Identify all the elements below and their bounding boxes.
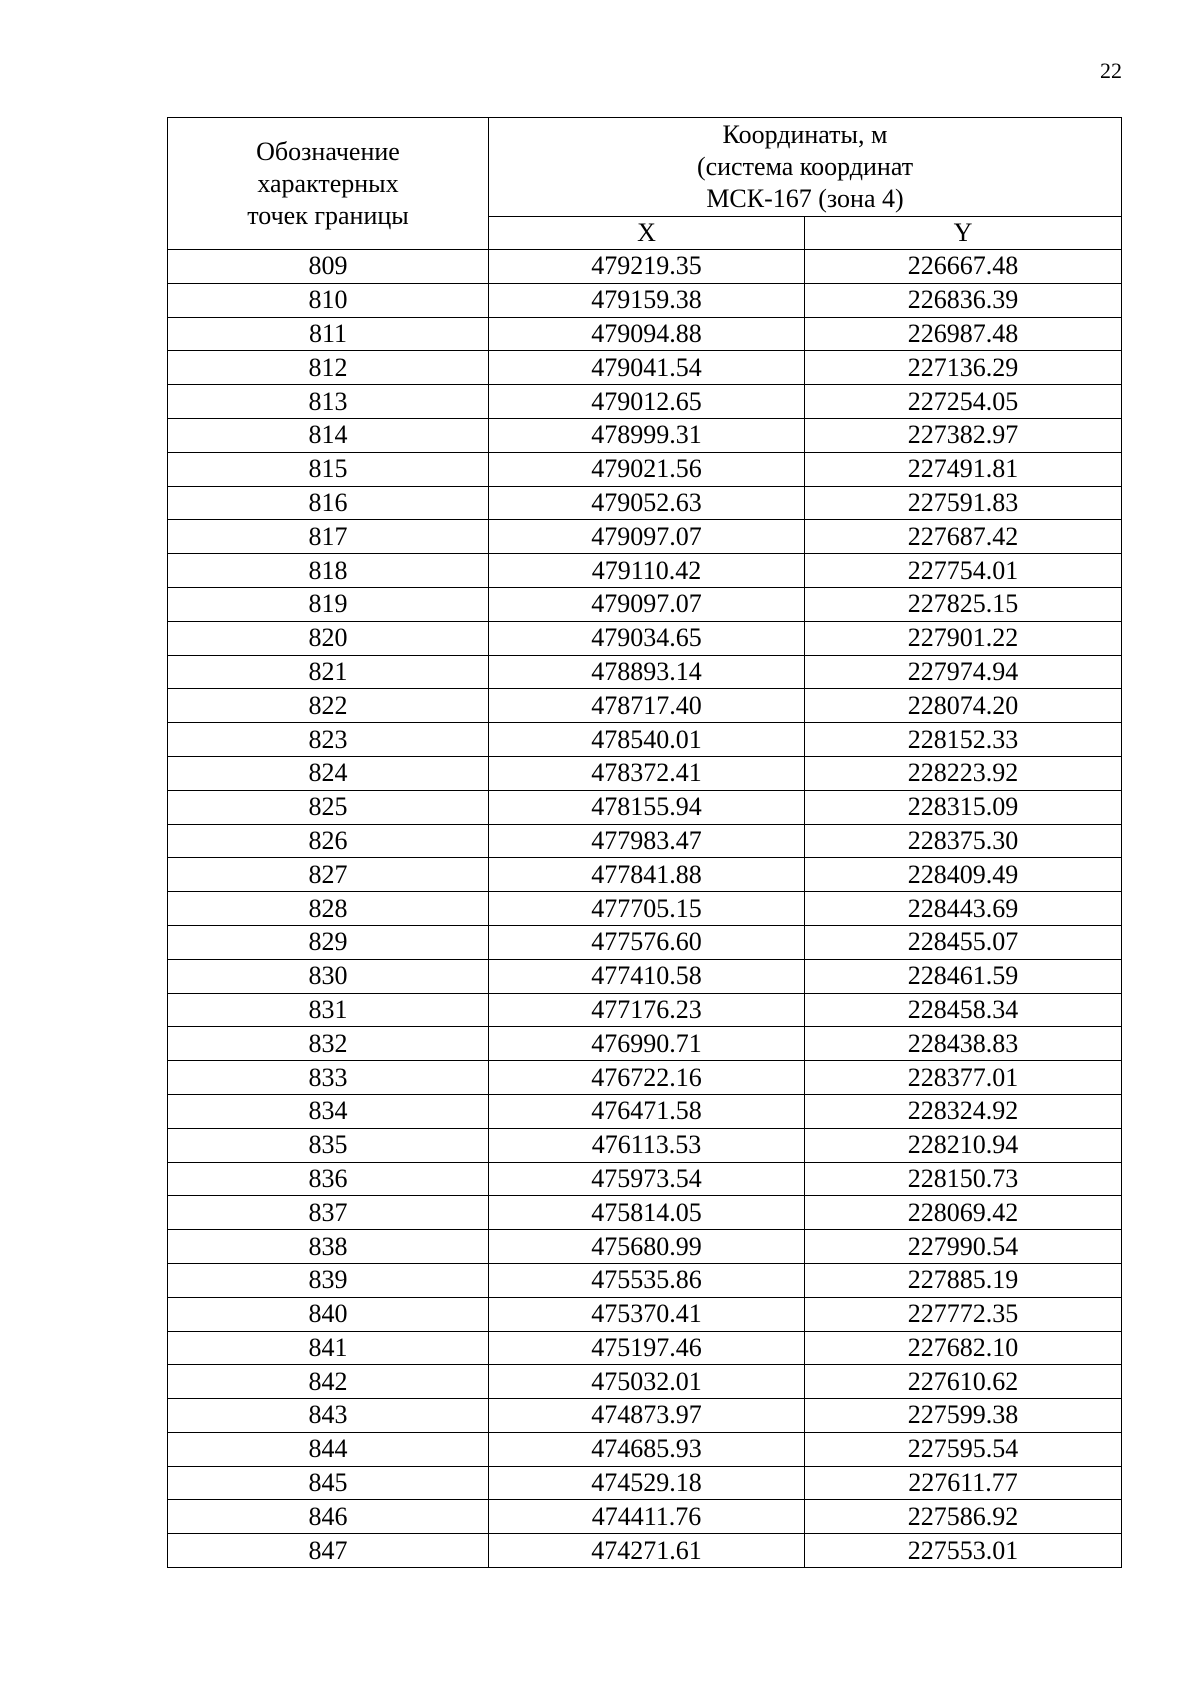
y-cell: 227491.81	[805, 452, 1122, 486]
x-cell: 476722.16	[489, 1061, 805, 1095]
y-cell: 227687.42	[805, 520, 1122, 554]
y-cell: 227586.92	[805, 1500, 1122, 1534]
y-cell: 227595.54	[805, 1432, 1122, 1466]
point-cell: 814	[168, 418, 489, 452]
x-cell: 478155.94	[489, 790, 805, 824]
x-cell: 476990.71	[489, 1027, 805, 1061]
table-row	[168, 756, 1122, 790]
x-cell: 474411.76	[489, 1500, 805, 1534]
point-cell: 833	[168, 1061, 489, 1095]
table-row	[168, 418, 1122, 452]
point-cell: 835	[168, 1128, 489, 1162]
point-cell: 840	[168, 1297, 489, 1331]
point-cell: 831	[168, 993, 489, 1027]
table-row	[168, 1432, 1122, 1466]
y-cell: 226667.48	[805, 250, 1122, 284]
table-row	[168, 1263, 1122, 1297]
y-cell: 228069.42	[805, 1196, 1122, 1230]
point-cell: 813	[168, 385, 489, 419]
table-row	[168, 1331, 1122, 1365]
y-cell: 227591.83	[805, 486, 1122, 520]
point-cell: 817	[168, 520, 489, 554]
x-cell: 478540.01	[489, 723, 805, 757]
x-cell: 479021.56	[489, 452, 805, 486]
point-cell: 821	[168, 655, 489, 689]
table-row	[168, 1399, 1122, 1433]
x-cell: 478372.41	[489, 756, 805, 790]
x-cell: 479097.07	[489, 520, 805, 554]
y-cell: 228455.07	[805, 925, 1122, 959]
table-row	[168, 1128, 1122, 1162]
y-cell: 228150.73	[805, 1162, 1122, 1196]
table-row	[168, 1297, 1122, 1331]
point-cell: 832	[168, 1027, 489, 1061]
table-row	[168, 959, 1122, 993]
x-cell: 475973.54	[489, 1162, 805, 1196]
y-cell: 227611.77	[805, 1466, 1122, 1500]
table-row	[168, 1365, 1122, 1399]
point-cell: 846	[168, 1500, 489, 1534]
point-cell: 827	[168, 858, 489, 892]
y-cell: 227772.35	[805, 1297, 1122, 1331]
y-cell: 227254.05	[805, 385, 1122, 419]
x-cell: 479052.63	[489, 486, 805, 520]
table-row	[168, 892, 1122, 926]
y-cell: 228377.01	[805, 1061, 1122, 1095]
y-cell: 228461.59	[805, 959, 1122, 993]
x-cell: 479097.07	[489, 587, 805, 621]
y-cell: 228210.94	[805, 1128, 1122, 1162]
table-row	[168, 587, 1122, 621]
point-cell: 836	[168, 1162, 489, 1196]
x-cell: 475814.05	[489, 1196, 805, 1230]
table-row	[168, 554, 1122, 588]
y-cell: 227754.01	[805, 554, 1122, 588]
x-cell: 475370.41	[489, 1297, 805, 1331]
table-row	[168, 1061, 1122, 1095]
y-cell: 228443.69	[805, 892, 1122, 926]
table-row	[168, 858, 1122, 892]
table-row	[168, 723, 1122, 757]
point-cell: 841	[168, 1331, 489, 1365]
point-cell: 816	[168, 486, 489, 520]
point-cell: 809	[168, 250, 489, 284]
table-row	[168, 385, 1122, 419]
x-cell: 479034.65	[489, 621, 805, 655]
coordinates-table	[167, 117, 1122, 1568]
y-cell: 227885.19	[805, 1263, 1122, 1297]
point-cell: 843	[168, 1399, 489, 1433]
table-row	[168, 925, 1122, 959]
y-cell: 228074.20	[805, 689, 1122, 723]
point-cell: 812	[168, 351, 489, 385]
coordinates-header: Координаты, м (система координат МСК-167 (зона 4)	[489, 118, 1122, 217]
x-cell: 479110.42	[489, 554, 805, 588]
y-cell: 227136.29	[805, 351, 1122, 385]
x-cell: 479159.38	[489, 283, 805, 317]
x-cell: 475680.99	[489, 1230, 805, 1264]
y-cell: 227825.15	[805, 587, 1122, 621]
table-row	[168, 655, 1122, 689]
y-cell: 226987.48	[805, 317, 1122, 351]
y-cell: 227553.01	[805, 1534, 1122, 1568]
point-cell: 847	[168, 1534, 489, 1568]
y-cell: 227974.94	[805, 655, 1122, 689]
y-cell: 228315.09	[805, 790, 1122, 824]
x-cell: 474529.18	[489, 1466, 805, 1500]
x-cell: 479094.88	[489, 317, 805, 351]
x-cell: 474685.93	[489, 1432, 805, 1466]
table-row	[168, 1534, 1122, 1568]
table-row	[168, 1027, 1122, 1061]
x-cell: 478999.31	[489, 418, 805, 452]
y-cell: 228324.92	[805, 1094, 1122, 1128]
x-cell: 474873.97	[489, 1399, 805, 1433]
table-row	[168, 993, 1122, 1027]
y-cell: 227610.62	[805, 1365, 1122, 1399]
table-row	[168, 1196, 1122, 1230]
point-cell: 844	[168, 1432, 489, 1466]
point-cell: 829	[168, 925, 489, 959]
y-column-header: Y	[805, 216, 1122, 249]
table-row	[168, 283, 1122, 317]
table-row	[168, 1466, 1122, 1500]
point-cell: 826	[168, 824, 489, 858]
table-row	[168, 1230, 1122, 1264]
x-cell: 479041.54	[489, 351, 805, 385]
x-cell: 475197.46	[489, 1331, 805, 1365]
point-cell: 823	[168, 723, 489, 757]
table-row	[168, 250, 1122, 284]
table-row	[168, 1162, 1122, 1196]
table-header	[168, 118, 1122, 250]
x-cell: 474271.61	[489, 1534, 805, 1568]
point-cell: 825	[168, 790, 489, 824]
table-row	[168, 1094, 1122, 1128]
y-cell: 227901.22	[805, 621, 1122, 655]
point-cell: 837	[168, 1196, 489, 1230]
table-row	[168, 486, 1122, 520]
x-cell: 477841.88	[489, 858, 805, 892]
point-cell: 824	[168, 756, 489, 790]
x-cell: 477983.47	[489, 824, 805, 858]
table-row	[168, 520, 1122, 554]
point-cell: 819	[168, 587, 489, 621]
y-cell: 228223.92	[805, 756, 1122, 790]
point-cell: 839	[168, 1263, 489, 1297]
x-cell: 477705.15	[489, 892, 805, 926]
point-cell: 838	[168, 1230, 489, 1264]
x-cell: 479012.65	[489, 385, 805, 419]
table-row	[168, 452, 1122, 486]
table-row	[168, 317, 1122, 351]
x-cell: 478893.14	[489, 655, 805, 689]
table-row	[168, 790, 1122, 824]
y-cell: 227382.97	[805, 418, 1122, 452]
y-cell: 227599.38	[805, 1399, 1122, 1433]
table-row	[168, 689, 1122, 723]
y-cell: 228409.49	[805, 858, 1122, 892]
y-cell: 228458.34	[805, 993, 1122, 1027]
y-cell: 227990.54	[805, 1230, 1122, 1264]
point-cell: 811	[168, 317, 489, 351]
x-cell: 479219.35	[489, 250, 805, 284]
x-cell: 476471.58	[489, 1094, 805, 1128]
point-cell: 842	[168, 1365, 489, 1399]
y-cell: 228375.30	[805, 824, 1122, 858]
x-cell: 477576.60	[489, 925, 805, 959]
x-cell: 475535.86	[489, 1263, 805, 1297]
point-cell: 815	[168, 452, 489, 486]
y-cell: 226836.39	[805, 283, 1122, 317]
y-cell: 227682.10	[805, 1331, 1122, 1365]
x-column-header: X	[489, 216, 805, 249]
table-row	[168, 621, 1122, 655]
x-cell: 478717.40	[489, 689, 805, 723]
x-cell: 477410.58	[489, 959, 805, 993]
designation-header: Обозначение характерных точек границы	[168, 118, 489, 250]
x-cell: 477176.23	[489, 993, 805, 1027]
point-cell: 828	[168, 892, 489, 926]
y-cell: 228152.33	[805, 723, 1122, 757]
point-cell: 822	[168, 689, 489, 723]
point-cell: 818	[168, 554, 489, 588]
x-cell: 476113.53	[489, 1128, 805, 1162]
point-cell: 820	[168, 621, 489, 655]
point-cell: 810	[168, 283, 489, 317]
table-row	[168, 1500, 1122, 1534]
point-cell: 845	[168, 1466, 489, 1500]
page-number: 22	[1100, 58, 1122, 83]
point-cell: 834	[168, 1094, 489, 1128]
point-cell: 830	[168, 959, 489, 993]
table-row	[168, 824, 1122, 858]
y-cell: 228438.83	[805, 1027, 1122, 1061]
table-row	[168, 351, 1122, 385]
table-body	[168, 250, 1122, 1568]
x-cell: 475032.01	[489, 1365, 805, 1399]
